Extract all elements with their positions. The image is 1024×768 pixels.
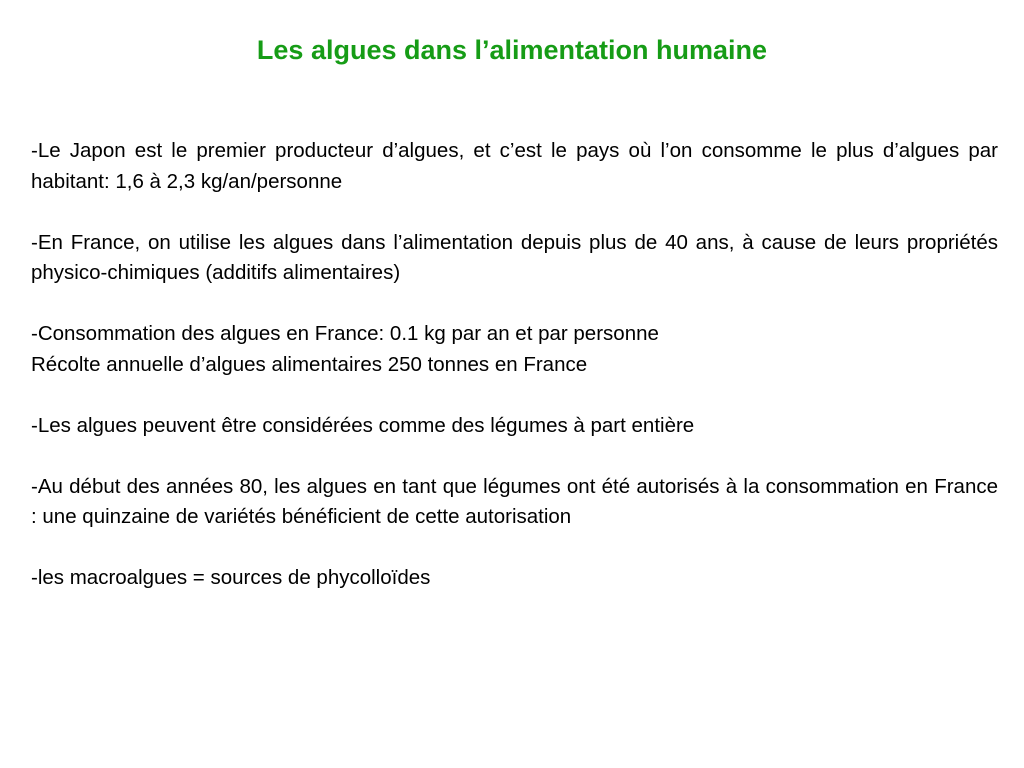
slide-body <box>31 136 998 624</box>
slide-title: Les algues dans l’alimentation humaine <box>256 35 768 65</box>
paragraph-consumption <box>31 319 998 380</box>
paragraph-authorization: -Au début des années 80, les algues en tant que légumes ont été autorisés à la consommation en France : une quinzaine de variétés bénéficient de cette autorisation <box>31 474 998 528</box>
consumption-line: -Consommation des algues en France: 0.1 kg par an et par personne <box>31 322 659 345</box>
harvest-line: Récolte annuelle d’algues alimentaires 250 tonnes en France <box>31 352 588 376</box>
paragraph-vegetables: -Les algues peuvent être considérées comme des légumes à part entière <box>31 413 695 437</box>
paragraph-japan: -Le Japon est le premier producteur d’algues, et c’est le pays où l’on consomme le plus d’algues par habitant: 1,6 à 2,3 kg/an/personne <box>31 139 998 193</box>
paragraph-france-usage: -En France, on utilise les algues dans l’alimentation depuis plus de 40 ans, à cause de leurs propriétés physico-chimiques (additifs alimentaires) <box>31 230 998 284</box>
paragraph-macroalgae: -les macroalgues = sources de phycolloïdes <box>31 566 431 589</box>
